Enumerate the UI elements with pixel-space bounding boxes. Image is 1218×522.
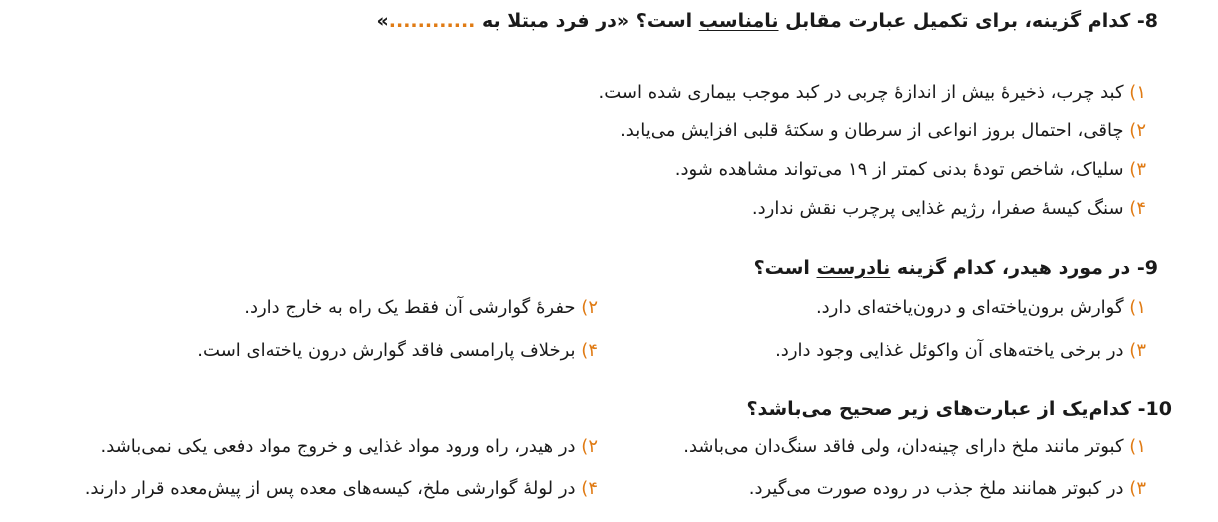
option-9-1[interactable] bbox=[816, 297, 1146, 318]
option-10-2[interactable] bbox=[101, 436, 598, 457]
option-number: ۱) bbox=[1129, 297, 1146, 318]
question-text: کدام‌یک از عبارت‌های زیر صحیح می‌باشد؟ bbox=[746, 398, 1132, 420]
option-number: ۱) bbox=[1129, 82, 1146, 103]
option-text: حفرهٔ گوارشی آن فقط یک راه به خارج دارد. bbox=[244, 297, 576, 318]
option-10-3[interactable] bbox=[749, 478, 1146, 499]
question-number: 9- bbox=[1136, 257, 1158, 279]
question-text: در مورد هیدر، کدام گزینه bbox=[896, 257, 1131, 279]
option-8-2[interactable] bbox=[620, 120, 1146, 141]
option-10-4[interactable] bbox=[85, 478, 598, 499]
option-number: ۴) bbox=[1129, 198, 1146, 219]
option-number: ۴) bbox=[581, 340, 598, 361]
question-text: کدام گزینه، برای تکمیل عبارت مقابل bbox=[785, 10, 1131, 32]
question-text-cont: است؟ bbox=[753, 257, 810, 279]
question-10-stem bbox=[747, 398, 1173, 420]
option-9-3[interactable] bbox=[775, 340, 1146, 361]
option-text: کبوتر مانند ملخ دارای چینه‌دان، ولی فاقد سنگ‌دان می‌باشد. bbox=[683, 436, 1124, 457]
option-9-4[interactable] bbox=[197, 340, 598, 361]
option-9-2[interactable] bbox=[244, 297, 598, 318]
option-8-1[interactable] bbox=[599, 82, 1147, 103]
option-number: ۴) bbox=[581, 478, 598, 499]
option-number: ۲) bbox=[1129, 120, 1146, 141]
option-number: ۲) bbox=[581, 297, 598, 318]
option-text: کبد چرب، ذخیرهٔ بیش از اندازهٔ چربی در کبد موجب بیماری شده است. bbox=[598, 82, 1124, 103]
question-number: 8- bbox=[1136, 10, 1158, 32]
option-text: در برخی یاخته‌های آن واکوئل غذایی وجود دارد. bbox=[775, 340, 1124, 361]
option-number: ۱) bbox=[1129, 436, 1146, 457]
question-9-stem bbox=[754, 257, 1158, 279]
option-number: ۳) bbox=[1129, 340, 1146, 361]
option-text: در هیدر، راه ورود مواد غذایی و خروج مواد دفعی یکی نمی‌باشد. bbox=[100, 436, 576, 457]
closing-quote: » bbox=[376, 10, 389, 32]
option-text: در کبوتر همانند ملخ جذب در روده صورت می‌گیرد. bbox=[748, 478, 1124, 499]
option-8-4[interactable] bbox=[752, 198, 1146, 219]
option-text: چاقی، احتمال بروز انواعی از سرطان و سکتهٔ قلبی افزایش می‌یابد. bbox=[620, 120, 1124, 141]
option-text: سلیاک، شاخص تودهٔ بدنی کمتر از ۱۹ می‌تواند مشاهده شود. bbox=[674, 159, 1124, 180]
option-text: برخلاف پارامسی فاقد گوارش درون یاخته‌ای است. bbox=[197, 340, 576, 361]
emphasis-underlined: نادرست bbox=[816, 257, 891, 279]
option-number: ۳) bbox=[1129, 159, 1146, 180]
option-number: ۳) bbox=[1129, 478, 1146, 499]
option-10-1[interactable] bbox=[683, 436, 1146, 457]
question-text-cont: است؟ «در فرد مبتلا به bbox=[482, 10, 693, 32]
option-text: گوارش برون‌یاخته‌ای و درون‌یاخته‌ای دارد. bbox=[815, 297, 1124, 318]
emphasis-underlined: نامناسب bbox=[698, 10, 779, 32]
option-text: سنگ کیسهٔ صفرا، رژیم غذایی پرچرب نقش ندارد. bbox=[751, 198, 1124, 219]
blank-dots: ............ bbox=[388, 10, 476, 32]
option-text: در لولهٔ گوارشی ملخ، کیسه‌های معده پس از پیش‌معده قرار دارند. bbox=[84, 478, 576, 499]
option-8-3[interactable] bbox=[675, 159, 1146, 180]
question-8-stem bbox=[376, 10, 1158, 32]
question-number: 10- bbox=[1137, 398, 1172, 420]
option-number: ۲) bbox=[581, 436, 598, 457]
